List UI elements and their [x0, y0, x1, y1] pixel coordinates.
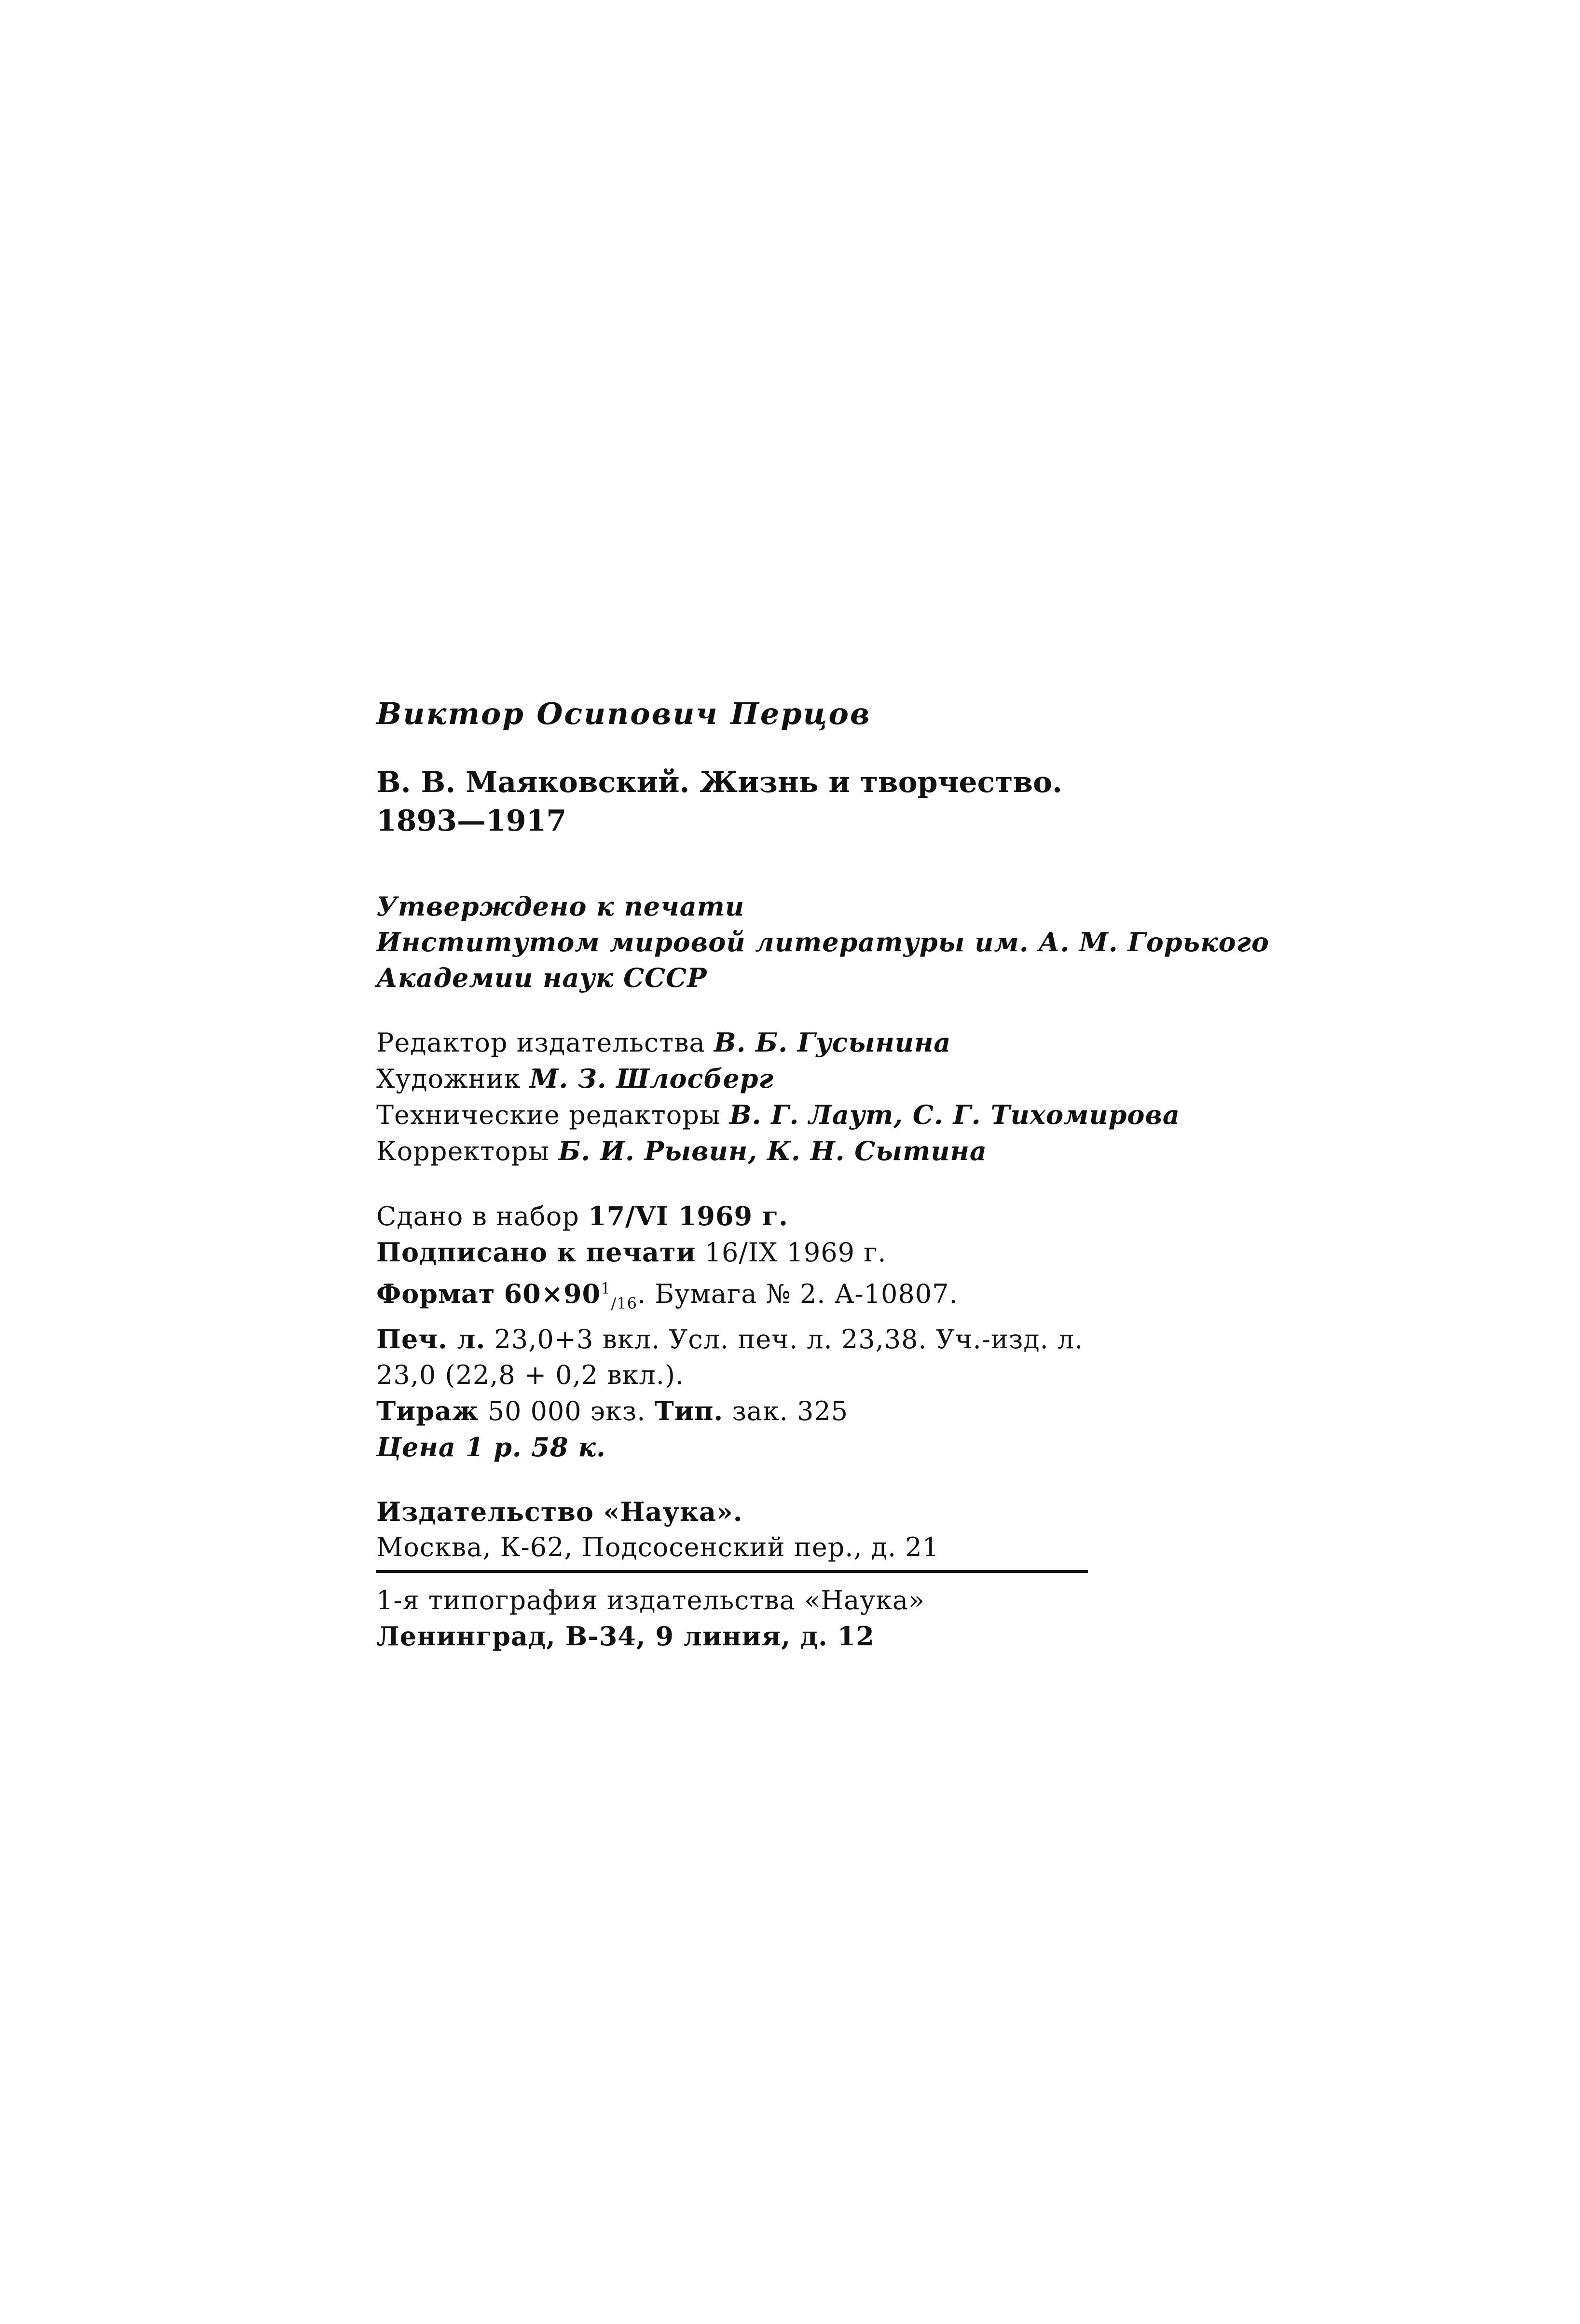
format-line [376, 1271, 1100, 1321]
run-value: 50 000 экз. [487, 1395, 646, 1426]
artist-name: М. З. Шлосберг [529, 1063, 774, 1094]
book-title-line1: В. В. Маяковский. Жизнь и творчество. [376, 766, 1062, 799]
tech-editors-line [376, 1097, 1180, 1133]
order-label: Тип. [654, 1395, 724, 1426]
price-value: 1 р. 58 к. [465, 1431, 606, 1463]
author-name: Виктор Осипович Перцов [376, 696, 871, 731]
editor-line [376, 1025, 1100, 1061]
proofreaders-label: Корректоры [376, 1136, 550, 1166]
format-sup: 1 [601, 1279, 611, 1298]
book-title-years: 1893—1917 [376, 804, 566, 838]
publisher-name: Издательство «Наука». [376, 1496, 743, 1527]
printer-block [376, 1583, 1100, 1654]
approval-line-2: Институтом мировой литературы им. А. М. Горького [376, 927, 1270, 957]
format-sub: /16 [611, 1294, 637, 1312]
tech-editors-label: Технические редакторы [376, 1100, 721, 1130]
artist-line [376, 1061, 1100, 1097]
approval-line-3: Академии наук СССР [376, 962, 707, 993]
editor-label: Редактор издательства [376, 1027, 705, 1058]
printer-address: Ленинград, В-34, 9 линия, д. 12 [376, 1620, 875, 1652]
submitted-line [376, 1198, 1100, 1234]
sheets-value: 23,0+3 вкл. Усл. печ. л. 23,38. Уч.-изд. л. [494, 1324, 1084, 1354]
tech-editors-names: В. Г. Лаут, С. Г. Тихомирова [729, 1099, 1180, 1130]
editor-name: В. Б. Гусынина [714, 1027, 951, 1058]
sheets-line [376, 1321, 1100, 1357]
signed-label: Подписано к печати [376, 1237, 696, 1268]
book-title [376, 763, 1100, 840]
format-rest: . Бумага № 2. А-10807. [637, 1279, 958, 1309]
proofreaders-line [376, 1133, 1100, 1169]
signed-line [376, 1234, 1100, 1271]
sheets-label: Печ. л. [376, 1323, 486, 1354]
run-line [376, 1393, 1100, 1429]
format-base: 60×90 [504, 1278, 601, 1309]
submitted-value: 17/VI 1969 г. [588, 1201, 788, 1231]
run-label: Тираж [376, 1395, 479, 1426]
divider-rule [376, 1570, 1088, 1573]
price-line [376, 1429, 1100, 1465]
artist-label: Художник [376, 1064, 521, 1094]
printer-name: 1-я типография издательства «Наука» [376, 1585, 925, 1615]
sheets-line-2: 23,0 (22,8 + 0,2 вкл.). [376, 1359, 685, 1390]
signed-value: 16/IX 1969 г. [704, 1237, 887, 1268]
approval-line-1: Утверждено к печати [376, 891, 745, 922]
format-label: Формат [376, 1278, 495, 1309]
submitted-label: Сдано в набор [376, 1201, 579, 1231]
publisher-address: Москва, К-62, Подсосенский пер., д. 21 [376, 1531, 940, 1562]
publisher-block [376, 1494, 1100, 1565]
approval-block [376, 889, 1270, 996]
proofreaders-names: Б. И. Рывин, К. Н. Сытина [558, 1135, 987, 1166]
colophon [376, 695, 1270, 1683]
order-value: зак. 325 [732, 1395, 849, 1426]
print-details-block [376, 1198, 1100, 1465]
price-label: Цена [376, 1431, 456, 1463]
staff-block [376, 1025, 1180, 1169]
